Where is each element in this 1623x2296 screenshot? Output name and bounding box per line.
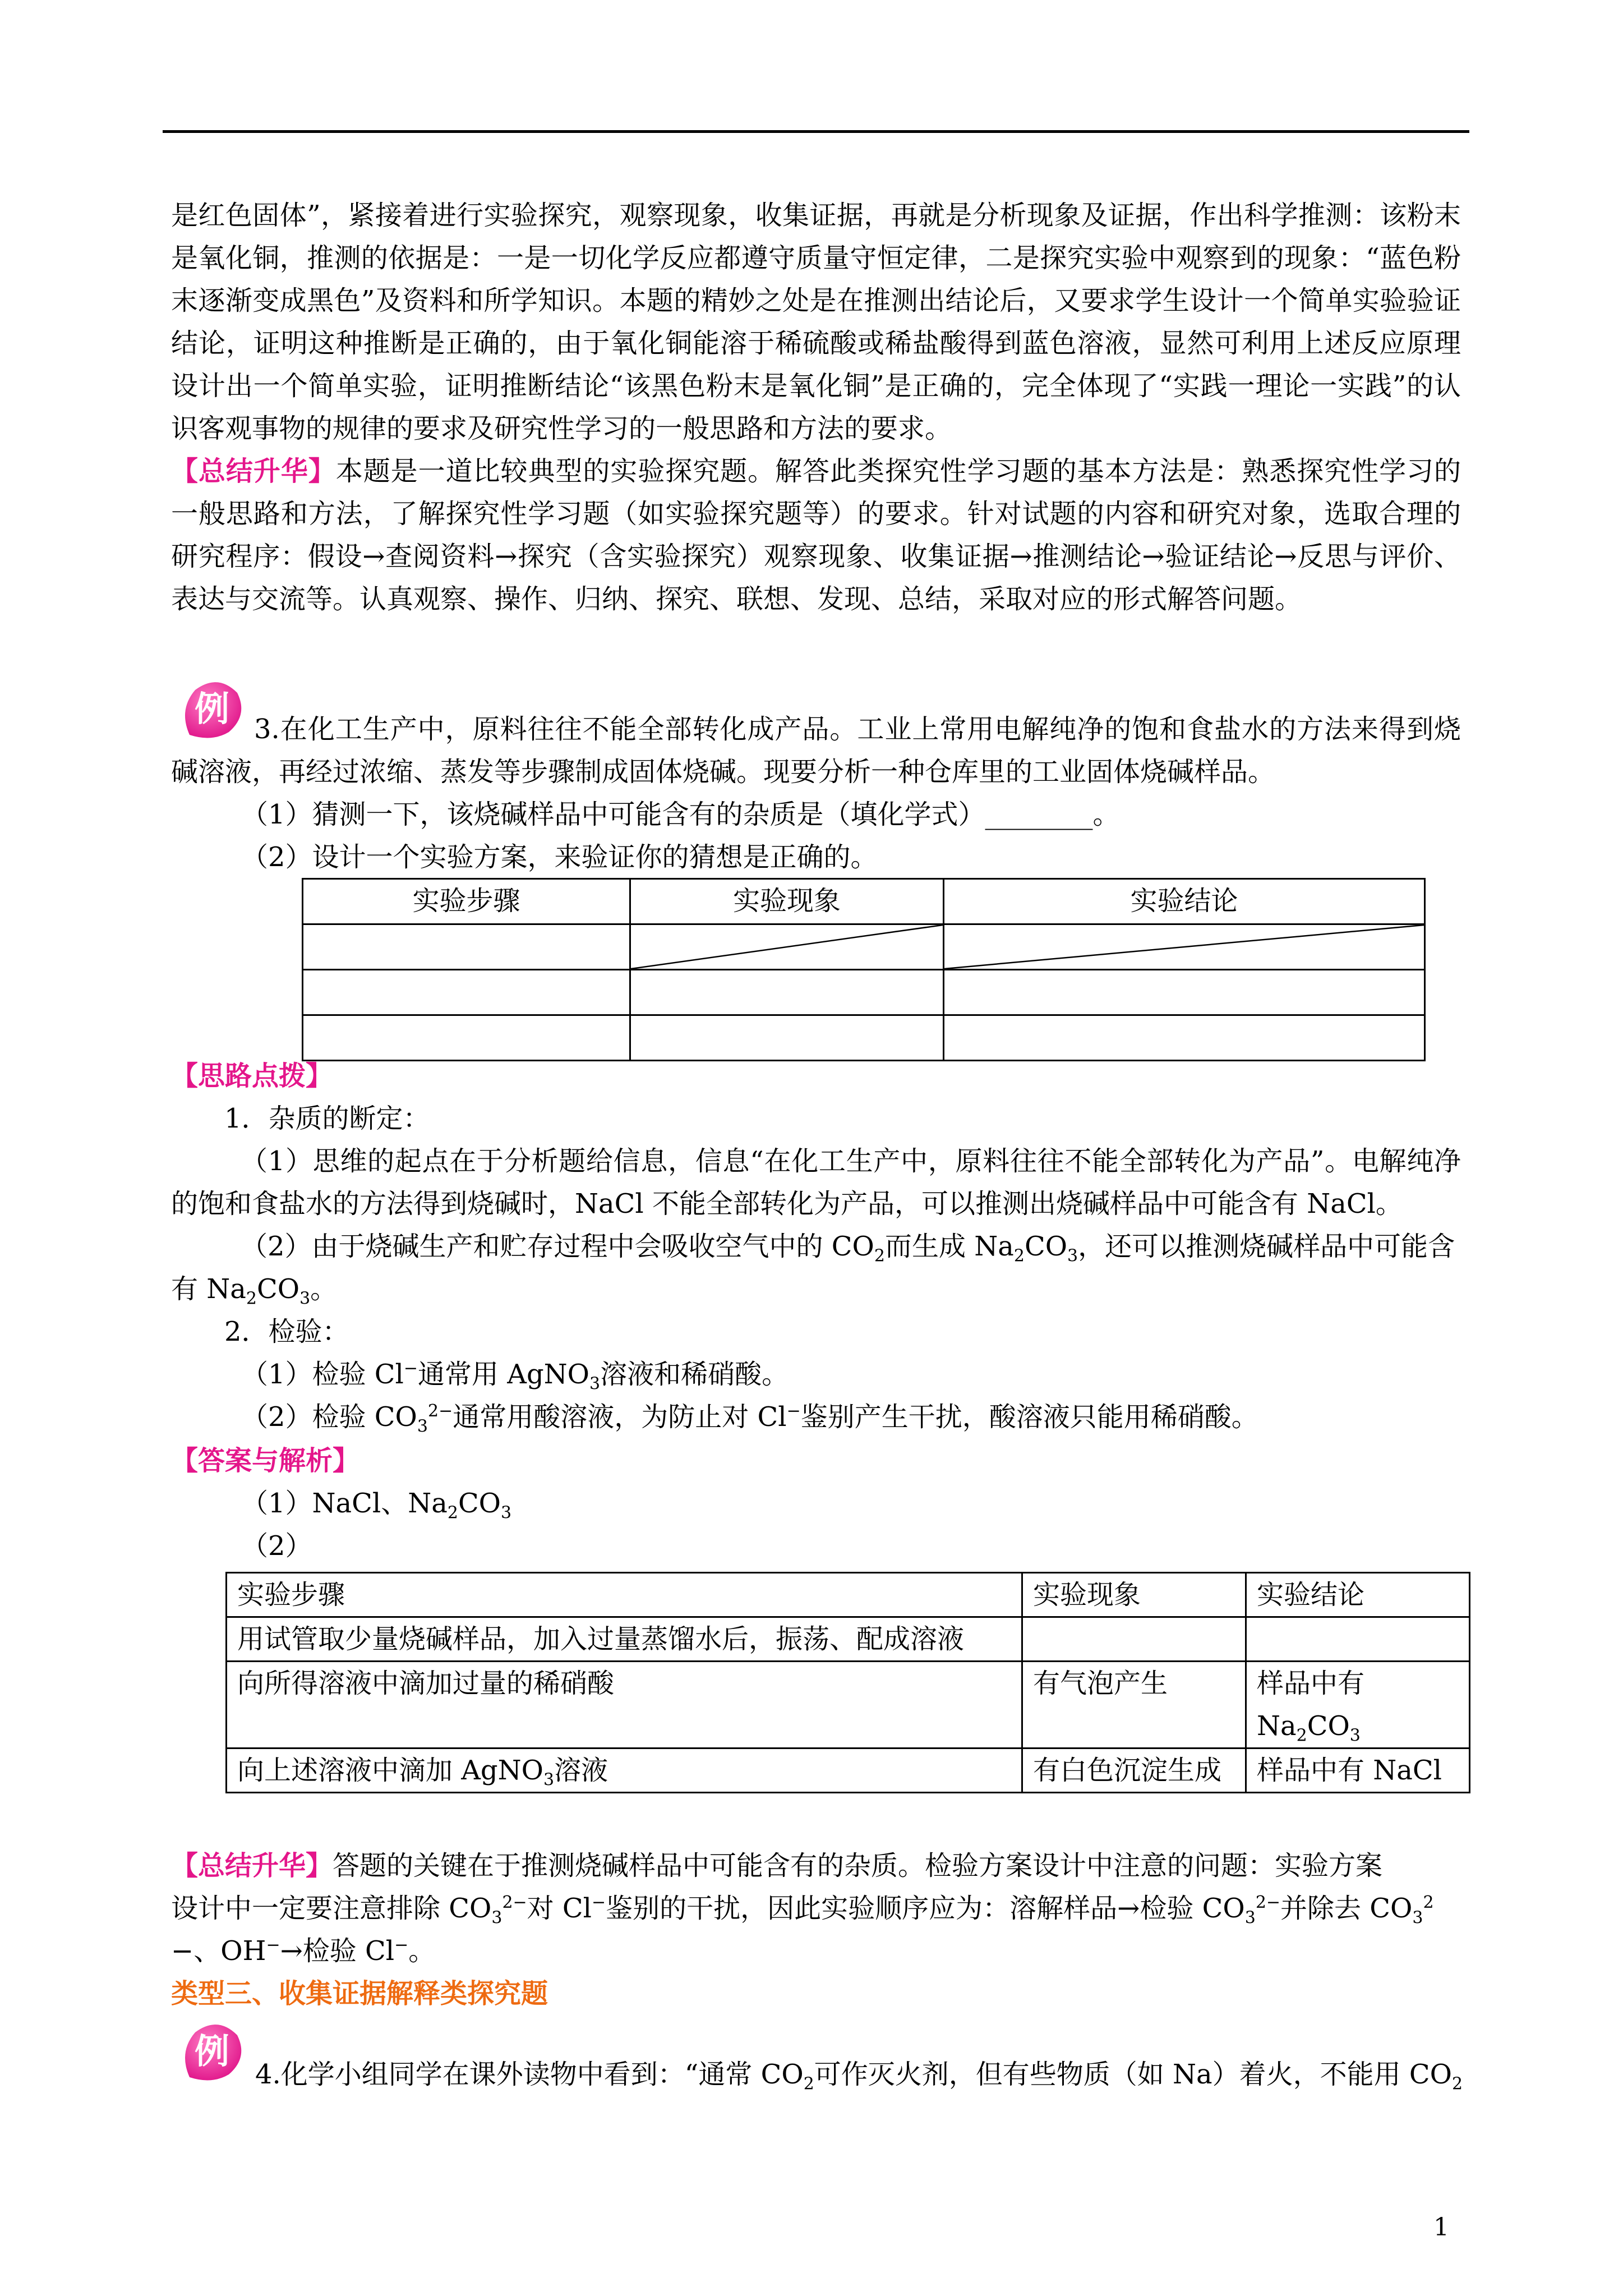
- example4-text: 4.化学小组同学在课外读物中看到：“通常 $CO_2$可作灭火剂，但有些物质（如 Na）着火，不能用 $CO_2$: [255, 2059, 1463, 2094]
- example3-q2: （2）设计一个实验方案，来验证你的猜想是正确的。: [241, 841, 878, 873]
- blank-cell: [630, 1015, 944, 1061]
- summary2-line2: 设计中一定要注意排除 $CO_3^{2-}$对 Cl−鉴别的干扰，因此实验顺序应为：溶解样品→检验 $CO_3^{2-}$并除去 $CO_3^2$: [171, 1893, 1434, 1928]
- header-rule: [163, 130, 1469, 133]
- answer-cell: 样品中有 NaCl: [1246, 1749, 1470, 1793]
- blank-table-header: 实验现象: [630, 879, 944, 924]
- answer-table-header: 实验现象: [1022, 1573, 1246, 1617]
- answer-cell: 向所得溶液中滴加过量的稀硝酸: [227, 1662, 1022, 1749]
- hint-check2: （2）检验 $CO_3^{2-}$通常用酸溶液，为防止对 Cl−鉴别产生干扰，酸溶液只能用稀硝酸。: [241, 1401, 1258, 1437]
- hint-check1: （1）检验 Cl−通常用 AgNO$_3$溶液和稀硝酸。: [241, 1359, 789, 1394]
- answer-cell: 样品中有 $Na_2CO_3$: [1246, 1662, 1470, 1749]
- answer-table-header: 实验结论: [1246, 1573, 1470, 1617]
- answer-cell: 有气泡产生: [1022, 1662, 1246, 1749]
- answer-1: （1）NaCl、$Na_2CO_3$: [241, 1488, 512, 1523]
- answer-cell: [1022, 1617, 1246, 1662]
- page-number: 1: [1433, 2213, 1449, 2242]
- intro-paragraph: 是红色固体”，紧接着进行实验探究，观察现象，收集证据，再就是分析现象及证据，作出科学推测：该粉末是氧化铜，推测的依据是：一是一切化学反应都遵守质量守恒定律，二是探究实验中观察到的现象：“蓝色粉末逐渐变成黑色”及资料和所学知识。本题的精妙之处是在推测出结论后，又要求学生设计一个简单实验验证结论，证明这种推断是正确的，由于氧化铜能溶于稀硫酸或稀盐酸得到蓝色溶液，显然可利用上述反应原理设计出一个简单实验，证明推断结论“该黑色粉末是氧化铜”是正确的，完全体现了“实践一理论一实践”的认识客观事物的规律的要求及研究性学习的一般思路和方法的要求。: [171, 200, 1461, 444]
- blank-cell: [303, 924, 630, 970]
- blank-table-header: 实验步骤: [303, 879, 630, 924]
- answer-cell: 用试管取少量烧碱样品，加入过量蒸馏水后，振荡、配成溶液: [227, 1617, 1022, 1662]
- example3-q1: （1）猜测一下，该烧碱样品中可能含有的杂质是（填化学式）________。: [241, 799, 1120, 830]
- hint-step2: 2．检验：: [224, 1316, 349, 1347]
- blank-cell: [630, 924, 944, 970]
- example-badge-icon: [178, 2018, 245, 2085]
- blank-cell: [944, 924, 1425, 970]
- example-badge-char: 例: [194, 2031, 230, 2072]
- answer-label: 【答案与解析】: [171, 1445, 360, 1476]
- blank-cell: [630, 970, 944, 1015]
- blank-cell: [303, 1015, 630, 1061]
- hint-p1: （1）思维的起点在于分析题给信息，信息“在化工生产中，原料往往不能全部转化为产品”。电解纯净的饱和食盐水的方法得到烧碱时，NaCl 不能全部转化为产品，可以推测出烧碱样品中可能含有 NaCl。: [171, 1145, 1461, 1220]
- answer-cell: 有白色沉淀生成: [1022, 1749, 1246, 1793]
- summary-paragraph-1: [171, 450, 1461, 620]
- blank-table-header: 实验结论: [944, 879, 1425, 924]
- answer-table-header: 实验步骤: [227, 1573, 1022, 1617]
- summary-text: 本题是一道比较典型的实验探究题。解答此类探究性学习题的基本方法是：熟悉探究性学习的一般思路和方法，了解探究性学习题（如实验探究题等）的要求。针对试题的内容和研究对象，选取合理的研究程序：假设→查阅资料→探究（含实验探究）观察现象、收集证据→推测结论→验证结论→反思与评价、表达与交流等。认真观察、操作、归纳、探究、联想、发现、总结，采取对应的形式解答问题。: [171, 455, 1461, 615]
- answer-cell: 向上述溶液中滴加 AgNO$_3$溶液: [227, 1749, 1022, 1793]
- summary2-line3: −、OH−→检验 Cl−。: [171, 1935, 436, 1967]
- blank-cell: [944, 970, 1425, 1015]
- hint-p2: （2）由于烧碱生产和贮存过程中会吸收空气中的 $CO_2$而生成 $Na_2CO_3$，还可以推测烧碱样品中可能含: [241, 1231, 1455, 1266]
- type3-heading: 类型三、收集证据解释类探究题: [171, 1978, 548, 2009]
- answer-2: （2）: [241, 1530, 312, 1562]
- answer-cell: [1246, 1617, 1470, 1662]
- blank-experiment-table: [302, 878, 1426, 1061]
- blank-cell: [303, 970, 630, 1015]
- blank-cell: [944, 1015, 1425, 1061]
- summary2-line1: 【总结升华】答题的关键在于推测烧碱样品中可能含有的杂质。检验方案设计中注意的问题：实验方案: [171, 1850, 1383, 1881]
- hint-label: 【思路点拨】: [171, 1060, 333, 1092]
- example-badge-char: 例: [194, 688, 230, 729]
- hint-step1: 1．杂质的断定：: [224, 1103, 430, 1134]
- summary-label: 【总结升华】: [171, 455, 336, 487]
- answer-table: [225, 1572, 1470, 1793]
- hint-p2-end: 有 $Na_2CO_3$。: [171, 1273, 338, 1309]
- example3-text: 3.在化工生产中，原料往往不能全部转化成产品。工业上常用电解纯净的饱和食盐水的方法来得到烧碱溶液，再经过浓缩、蒸发等步骤制成固体烧碱。现要分析一种仓库里的工业固体烧碱样品。: [171, 714, 1461, 788]
